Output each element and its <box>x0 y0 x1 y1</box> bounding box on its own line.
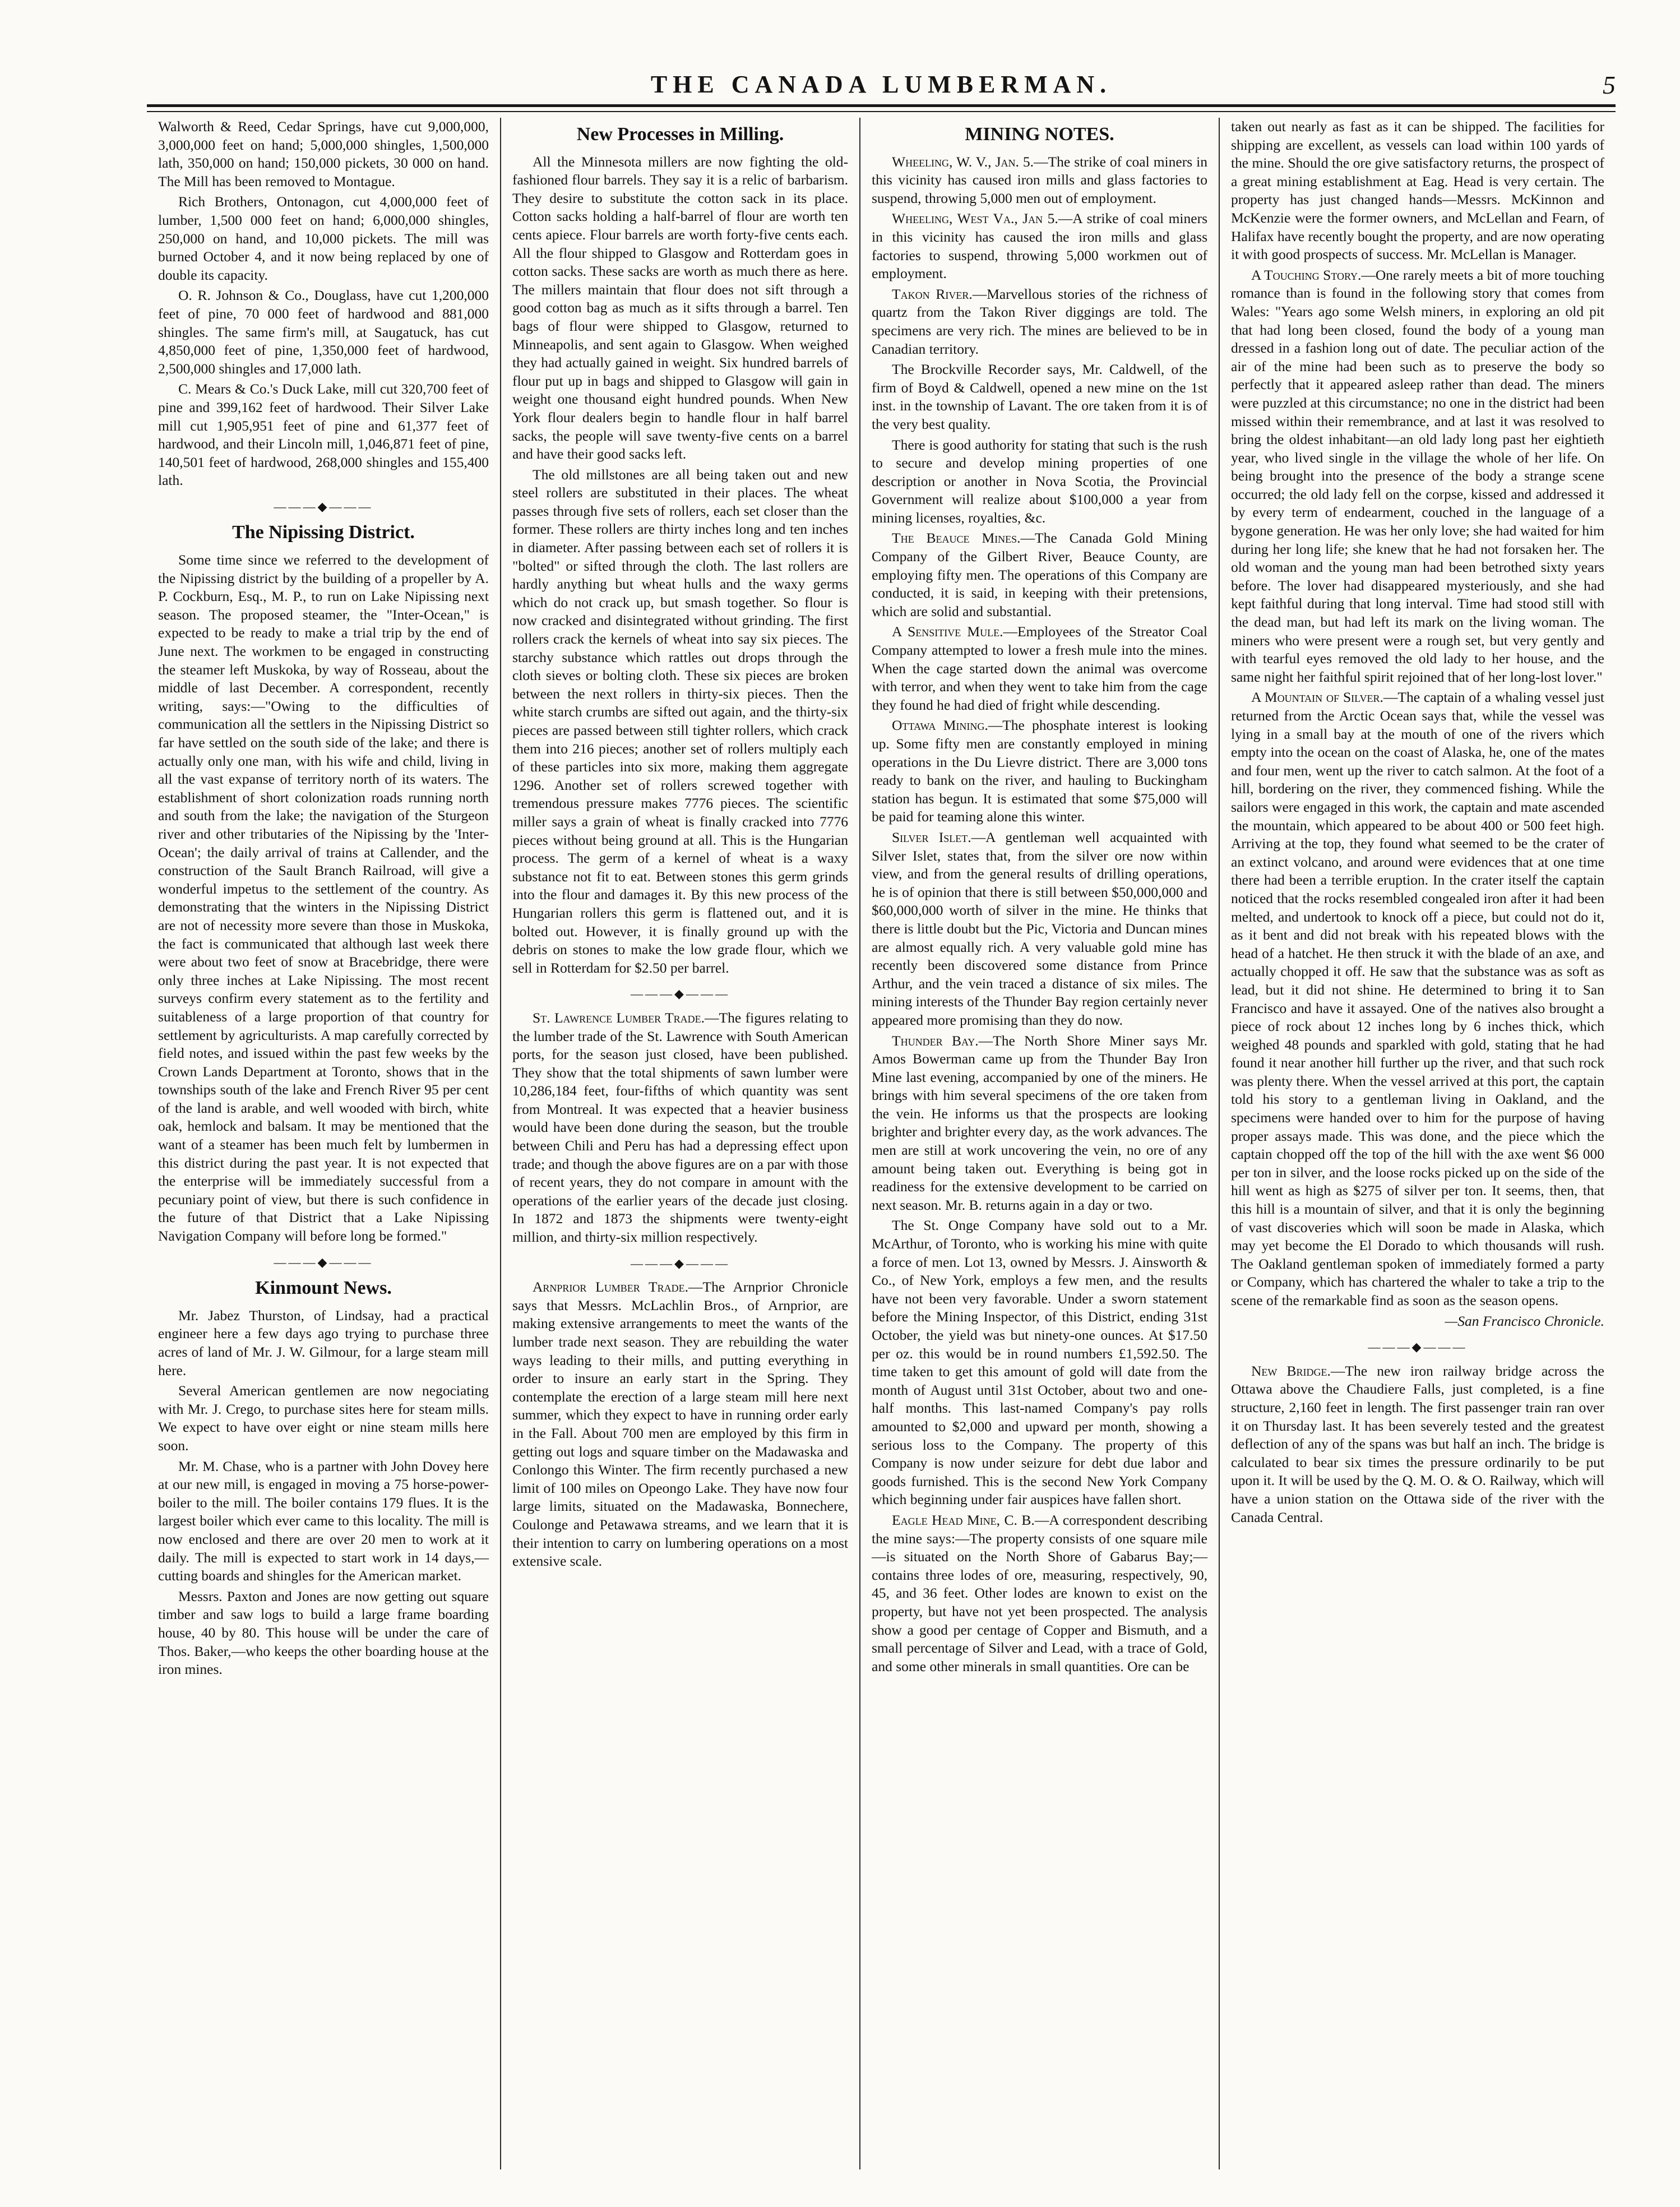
article-heading: New Processes in Milling. <box>576 124 784 145</box>
paragraph-body: —The Canada Gold Mining Company of the Gilbert River, Beauce County, are employing fifty men. The operations of this Company are conducted, it is said, in keeping with their pretensions, which are solid and substantial. <box>872 530 1208 619</box>
paragraph <box>872 623 1207 714</box>
masthead <box>147 70 1616 109</box>
column-1 <box>147 118 500 2169</box>
paragraph-lead: A Mountain of Silver. <box>1251 689 1383 706</box>
paragraph <box>872 285 1207 358</box>
paragraph <box>872 153 1207 208</box>
paragraph-body: —The North Shore Miner says Mr. Amos Bowerman came up from the Thunder Bay Iron Mine last evening, accompanied by one of the miners. He brings with him several specimens of the ore taken from the vein. He informs us that the prospects are looking brighter and brighter every day, as the work advances. The men are still at work uncovering the vein, no ore of any amount being taken out. Everything is being got in readiness for the extensive development to be carried on next season. Mr. B. returns again in a day or two. <box>872 1032 1207 1213</box>
page-number: 5 <box>1603 71 1616 99</box>
paragraph-lead: A Touching Story. <box>1251 266 1362 283</box>
paragraph: Several American gentlemen are now negociating with Mr. J. Crego, to purchase sites here for steam mills. We expect to have over eight or nine steam mills here soon. <box>158 1382 489 1454</box>
paragraph: The St. Onge Company have sold out to a Mr. McArthur, of Toronto, who is working his mine with quite a force of men. Lot 13, owned by Messrs. J. Ainsworth & Co., of New York, employs a few men, and the results have not been very favorable. Under a sworn statement before the Mining Inspector, of this District, ending 31st October, the yield was but ninety-one ounces. At $17.50 per oz. this would be in round numbers £1,592.50. The time taken to get this amount of gold will date from the month of August until 31st October, about two and one-half months. This last-named Company's pay rolls amounted to $2,000 and upward per month, showing a serious loss to the Company. The property of this Company is now under seizure for debt due labor and goods furnished. This is the second New York Company which beginning under fair auspices have fallen short. <box>872 1217 1207 1508</box>
paragraph: Mr. M. Chase, who is a partner with John Dovey here at our new mill, is engaged in moving a 75 horse-power-boiler to the mill. The boiler contains 179 flues. It is the largest boiler which ever came to this locality. The mill is now enclosed and there are over 20 men to work at it daily. The mill is expected to start work in 14 days,—cutting boards and shingles for the American market. <box>158 1458 489 1584</box>
paragraph-lead: Takon River. <box>892 285 973 302</box>
column-3 <box>859 118 1219 2169</box>
paragraph <box>512 1278 848 1571</box>
paragraph <box>872 716 1207 826</box>
paragraph-body: —A correspondent describing the mine says:—The property consists of one square mile—is situated on the North Shore of Gabarus Bay;—contains three lodes of ore, measuring, respectively, 90, 45, and 36 feet. Other lodes are known to exist on the property, but have not yet been prospected. The analysis show a good per centage of Copper and Bismuth, and a small percentage of Silver and Lead, with a trace of Gold, and some other minerals in small quantities. Ore can be <box>872 1511 1207 1674</box>
paragraph <box>512 1009 848 1247</box>
article-heading: The Nipissing District. <box>232 522 415 543</box>
paragraph: Messrs. Paxton and Jones are now getting out square timber and saw logs to build a large frame boarding house, 40 by 80. This house will be under the care of Thos. Baker,—who keeps the other boarding house at the iron mines. <box>158 1588 489 1678</box>
paragraph <box>1231 266 1604 687</box>
paragraph: C. Mears & Co.'s Duck Lake, mill cut 320,700 feet of pine and 399,162 feet of hardwood. Their Silver Lake mill cut 1,905,951 feet of pine and 61,377 feet of hardwood, and their Lincoln mill, 1,046,871 feet of pine, 140,501 feet of hardwood, 268,000 shingles and 155,400 lath. <box>158 381 489 489</box>
paragraph-body: —The figures relating to the lumber trade of the St. Lawrence with South American ports, for the season just closed, have been published. They show that the total shipments of sawn lumber were 10,286,184 feet, four-fifths of which quantity was sent from Montreal. It was expected that a heavier business would have been done during the season, but the trouble between Chili and Peru has had a depressing effect upon trade; and though the above figures are on a par with those of recent years, they do not compare in amount with the operations of the earlier years of the decade just closing. In 1872 and 1873 the shipments were twenty-eight million, and thirty-six million respectively. <box>512 1009 848 1246</box>
paragraph-body: —A gentleman well acquainted with Silver Islet, states that, from the silver ore now within view, and from the general results of drilling operations, he is of opinion that there is still between $50,000,000 and $60,000,000 worth of silver in the mine. He thinks that there is little doubt but the Pic, Victoria and Duncan mines are almost equally rich. A very valuable gold mine has recently been discovered some distance from Prince Arthur, and the vein traced a distance of six miles. The mining interests of the Thunder Bay region certainly never appeared more promising than they do now. <box>872 829 1207 1028</box>
paragraph-body: —Employees of the Streator Coal Company attempted to lower a fresh mule into the mines. When the cage started down the animal was overcome with terror, and when they went to take him from the cage they found he had died of fright while descending. <box>872 623 1207 713</box>
section-divider: ———◆——— <box>631 987 730 1001</box>
paragraph-body: —Marvellous stories of the richness of quartz from the Takon River diggings are told. The specimens are very rich. The mines are believed to be in Canadian territory. <box>872 285 1208 357</box>
section-divider: ———◆——— <box>274 1255 373 1269</box>
section-divider: ———◆——— <box>631 1256 730 1270</box>
paragraph: Walworth & Reed, Cedar Springs, have cut 9,000,000, 3,000,000 feet on hand; 5,000,000 shingles, 1,500,000 lath, 350,000 on hand; 150,000 pickets, 30 000 on hand. The Mill has been removed to Montague. <box>158 118 489 189</box>
paragraph <box>872 529 1207 621</box>
paragraph: There is good authority for stating that such is the rush to secure and develop mining properties of one description or another in Nova Scotia, the Provincial Government will realize about $100,000 a year from mining licenses, royalties, &c. <box>872 436 1207 526</box>
paragraph-body: —The Arnprior Chronicle says that Messrs. McLachlin Bros., of Arnprior, are making extensive arrangements to meet the wants of the lumber trade next season. They are rebuilding the water ways leading to their mills, and putting everything in order to insure an early start in the Spring. They contemplate the erection of a large steam mill here next summer, which they expect to have in running order early in the Fall. About 700 men are employed by this firm in getting out logs and square timber on the Madawaska and Conlongo this Winter. The firm recently purchased a new limit of 100 miles on Opeongo Lake. They have now four large limits, situated on the Madawaska, Bonnechere, Coulonge and Petawawa streams, and we learn that it is their intention to carry on lumbering operations on a most extensive scale. <box>512 1279 848 1570</box>
paragraph-lead: Eagle Head Mine, C. B. <box>892 1511 1035 1528</box>
paragraph <box>872 210 1207 283</box>
paragraph: The old millstones are all being taken out and new steel rollers are substituted in their places. The wheat passes through five sets of rollers, each set closer than the former. These rollers are thirty inches long and ten inches in diameter. After passing between each set of rollers it is "bolted" or sifted through the cloth. The last rollers are hardly anything but wheat hulls and the waxy germs which do not crack up, but smash together. So flour is now cracked and disintegrated without grinding. The first rollers crack the kernels of wheat into say six pieces. The starchy substance which rattles out drops through the cloth sieves or bolting cloth. These six pieces are broken between the next rollers in thirty-six pieces. Then the white starch crumbs are sifted out again, and the thirty-six pieces are passed between still tighter rollers, which crack them into 216 pieces; another set of rollers multiply each of these particles into six more, making them aggregate 1296. Another set of rollers screwed together with tremendous pressure makes 7776 pieces. The scientific miller says a grain of wheat is finally cracked into 7776 pieces without being ground at all. This is the Hungarian process. The germ of a kernel of wheat is a waxy substance not fit to eat. Between stones this germ grinds into the flour and damages it. By this new process of the Hungarian rollers this germ is flattened out, and it is bolted out. However, it is finally ground up with the debris on stones to make the low grade flour, which we sell in Rotterdam for $2.50 per barrel. <box>512 466 848 976</box>
article-heading: MINING NOTES. <box>965 124 1114 145</box>
paragraph-lead: St. Lawrence Lumber Trade. <box>533 1009 705 1026</box>
paragraph: All the Minnesota millers are now fighting the old-fashioned flour barrels. They say it is a relic of barbarism. They desire to substitute the cotton sack in its place. Cotton sacks holding a half-barrel of flour are worth ten cents apiece. Flour barrels are worth forty-five cents each. All the flour shipped to Glasgow and Rotterdam goes in cotton sacks. These sacks are worth as much there as here. The millers maintain that flour does not sift through a good cotton bag as much as it sifts through a barrel. Ten bags of flour were shipped to Glasgow, returned to Minneapolis, and sent again to Glasgow. When weighed they had actually gained in weight. Six hundred barrels of flour put up in bags and shipped to Glasgow will gain in weight one thousand eight hundred pounds. When New York flour dealers begin to handle flour in half barrel sacks, the people will save twenty-five cents on a barrel and have their good sacks left. <box>512 153 848 462</box>
masthead-title: THE CANADA LUMBERMAN. <box>650 71 1112 98</box>
column-2 <box>500 118 859 2169</box>
masthead-rule-thick <box>147 104 1616 107</box>
column-4 <box>1219 118 1616 2169</box>
paragraph-body: —A strike of coal miners in this vicinity has caused the iron mills and glass factories to suspend, throwing 5,000 workmen out of employment. <box>872 210 1207 282</box>
section-divider: ———◆——— <box>274 499 373 513</box>
paragraph-lead: Wheeling, West Va., Jan 5. <box>892 210 1058 227</box>
paragraph: The Brockville Recorder says, Mr. Caldwell, of the firm of Boyd & Caldwell, opened a new mine on the 1st inst. in the township of Lavant. The ore taken from it is of the very best quality. <box>872 361 1207 432</box>
paragraph: Rich Brothers, Ontonagon, cut 4,000,000 feet of lumber, 1,500 000 feet on hand; 6,000,000 shingles, 250,000 on hand, and 10,000 pickets. The mill was burned October 4, and it now being replaced by one of double its capacity. <box>158 193 489 283</box>
paragraph: Mr. Jabez Thurston, of Lindsay, had a practical engineer here a few days ago trying to purchase three acres of land of Mr. J. W. Gilmour, for a large steam mill here. <box>158 1307 489 1378</box>
paragraph <box>1231 1362 1604 1526</box>
paragraph-lead: Thunder Bay. <box>892 1032 979 1049</box>
paragraph <box>872 1511 1207 1676</box>
article-columns <box>147 118 1616 2169</box>
paragraph-lead: Ottawa Mining. <box>892 717 988 734</box>
paragraph-lead: Silver Islet. <box>892 829 971 845</box>
paragraph <box>872 1032 1207 1215</box>
paragraph-lead: New Bridge. <box>1251 1362 1331 1379</box>
paragraph: Some time since we referred to the development of the Nipissing district by the building of a propeller by A. P. Cockburn, Esq., M. P., to run on Lake Nipissing next season. The proposed steamer, the "Inter-Ocean," is expected to be ready to make a trial trip by the end of June next. The workmen to be engaged in constructing the steamer left Muskoka, by way of Rosseau, about the middle of last December. A correspondent, recently writing, says:—"Owing to the difficulties of communication all the settlers in the Nipissing District so far have settled on the south side of the lake; and there is actually only one man, with his wife and child, living in all the vast expanse of territory north of its waters. The establishment of short colonization roads running north and south from the lake; the navigation of the Sturgeon river and other tributaries of the Nipissing by the 'Inter-Ocean'; the daily arrival of trains at Callender, and the construction of the Sault Branch Railroad, will give a wonderful impetus to the settlement of the country. As demonstrating that the winters in the Nipissing District are not of necessity more severe than those in Muskoka, the fact is communicated that although last week there were about two feet of snow at Bracebridge, there were only three inches at Lake Nipissing. The most recent surveys confirm every statement as to the fertility and suitableness of a large proportion of that country for settlement by agriculturists. A map carefully corrected by field notes, and issued within the past few weeks by the Crown Lands Department at Toronto, shows that in the townships south of the lake and French River 95 per cent of the land is arable, and well wooded with birch, white oak, hemlock and balsam. It may be mentioned that the want of a steamer has been much felt by lumbermen in this district during the past year. It is not expected that the enterprise will be immediately successful from a pecuniary point of view, but there is such confidence in the future of that District that a Lake Nipissing Navigation Company will before long be formed." <box>158 552 489 1244</box>
article-heading: Kinmount News. <box>255 1278 392 1299</box>
masthead-rule-thin <box>147 111 1616 112</box>
paragraph <box>1231 688 1604 1310</box>
paragraph-lead: Arnprior Lumber Trade. <box>533 1279 688 1295</box>
section-divider: ———◆——— <box>1368 1340 1468 1354</box>
paragraph <box>872 829 1207 1030</box>
paragraph: taken out nearly as fast as it can be shipped. The facilities for shipping are excellent, as vessels can load within 100 yards of the mine. Should the ore give satisfactory returns, the prospect of a great mining establishment at Eag. Head is very certain. The property has just changed hands—Messrs. McKinnon and McKenzie were the former owners, and McLellan and Fearn, of Halifax have recently bought the property, and are now operating it with good prospects of success. Mr. McLellan is Manager. <box>1231 118 1604 263</box>
paragraph-body: —One rarely meets a bit of more touching romance than is found in the following story that comes from Wales: "Years ago some Welsh miners, in exploring an old pit that had long been closed, found the body of a young man dressed in a fashion long out of date. The peculiar action of the air of the mine had been such as to preserve the body so perfectly that it appeared asleep rather than dead. The miners were puzzled at this circumstance; no one in the district had been missed within their remembrance, and at last it was resolved to bring the oldest inhabitant—an old lady long past her eightieth year, who lived single in the village the whole of her life. On being brought into the presence of the body a strange scene occurred; the old lady fell on the corpse, kissed and addressed it by every term of endearment, couched in the language of a bygone generation. He was her only love; she had waited for him during her long life; she knew that he had not forsaken her. The old woman and the young man had been betrothed sixty years before. The lover had disappeared mysteriously, and she had kept faithful during that long interval. Time had stood still with the dead man, but had left its mark on the living woman. The miners who were present were a rough set, but very gently and with tearful eyes removed the old lady to her house, and the same night her faithful spirit rejoined that of her long-lost lover." <box>1231 266 1605 685</box>
paragraph-lead: Wheeling, W. V., Jan. 5. <box>892 153 1034 170</box>
paragraph-lead: The Beauce Mines. <box>892 530 1021 547</box>
source-credit: —San Francisco Chronicle. <box>1445 1312 1604 1329</box>
paragraph-body: —The new iron railway bridge across the Ottawa above the Chaudiere Falls, just completed, is a fine structure, 2,160 feet in length. The first passenger train ran over it on Thursday last. It has been severely tested and the greatest deflection of any of the spans was but half an inch. The bridge is calculated to bear six times the pressure ordinarily to be put upon it. It will be used by the Q. M. O. & O. Railway, which will have a union station on the Ottawa side of the river with the Canada Central. <box>1231 1362 1604 1525</box>
paragraph-body: —The captain of a whaling vessel just returned from the Arctic Ocean says that, while the vessel was lying in a small bay at the mouth of one of the rivers which empty into the ocean on the coast of Alaska, he, one of the mates and four men, went up the river to catch salmon. At the foot of a hill, bordering on the river, they commenced fishing. While the sailors were engaged in this work, the captain and mate ascended the mountain, which appeared to be about 400 or 500 feet high. Arriving at the top, they found what seemed to be the crater of an extinct volcano, and around were evidences that at one time there had been a terrible eruption. In the crater itself the captain noticed that the rocks resembled congealed iron after it had been melted, and undertook to knock off a piece, but could not do it, as it bent and did not break with his repeated blows with the head of a hatchet. He then struck it with the blade of an axe, and actually chopped it off. He saw that the substance was as soft as lead, but it did not shine. He determined to bring it to San Francisco and have it assayed. One of the natives also brought a piece of rock about 12 inches long by 6 inches thick, which weighed 48 pounds and sparkled with gold, stating that he had found it near another hill further up the river, and that such rock was plenty there. When the vessel arrived at this port, the captain told his story to a gentleman living in Oakland, and the specimens were handed over to him for the purpose of having proper assays made. This was done, and the piece which the captain chopped off the top of the hill with the axe went $6 000 per ton in silver, and the loose rocks picked up on the side of the hill went as high as $275 of silver per ton. It seems, then, that this hill is a mountain of silver, and that it is only the beginning of vast discoveries which will soon be made in Alaska, which may yet become the El Dorado to which thousands will rush. The Oakland gentleman spoken of immediately formed a party or Company, which has chartered the whaler to take a trip to the scene of the remarkable find as soon as the season opens. <box>1231 689 1604 1308</box>
paragraph-body: —The phosphate interest is looking up. Some fifty men are constantly employed in mining operations in the Du Lievre district. There are 3,000 tons ready to bank on the river, and hauling to Buckingham station has begun. It is estimated that some $75,000 will be paid for teaming alone this winter. <box>872 717 1207 825</box>
paragraph-body: —The strike of coal miners in this vicinity has caused iron mills and glass factories to suspend, throwing 5,000 men out of employment. <box>872 153 1208 206</box>
paragraph: O. R. Johnson & Co., Douglass, have cut 1,200,000 feet of pine, 70 000 feet of hardwood and 881,000 shingles. The same firm's mill, at Saugatuck, has cut 4,850,000 feet of pine, 1,350,000 feet of hardwood, 2,500,000 shingles and 17,000 lath. <box>158 287 489 377</box>
paragraph-lead: A Sensitive Mule. <box>892 623 1003 640</box>
